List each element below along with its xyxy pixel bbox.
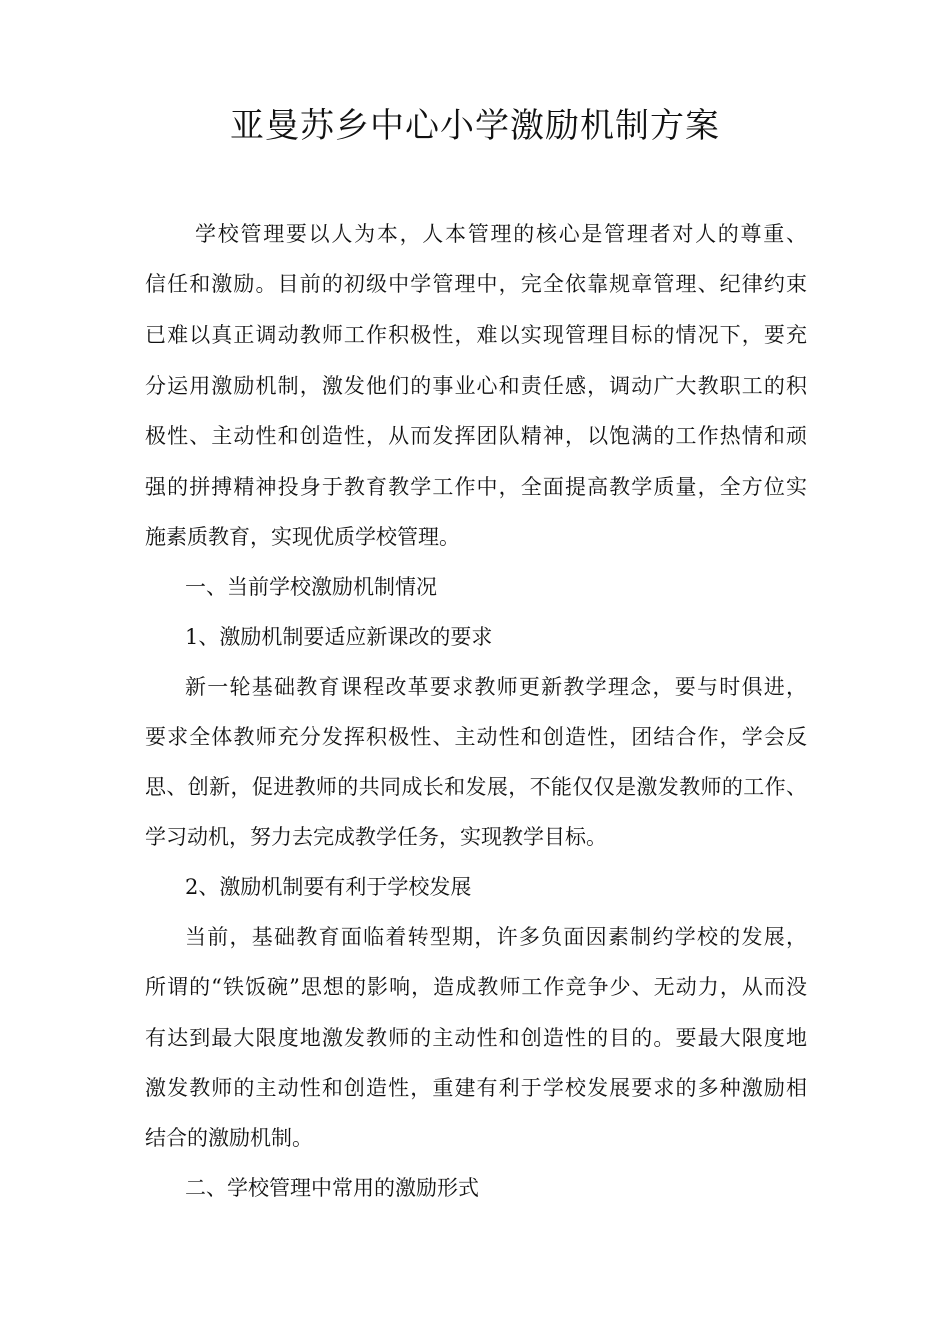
paragraph-line: 学习动机，努力去完成教学任务，实现教学目标。	[145, 825, 607, 849]
paragraph-line: 新一轮基础教育课程改革要求教师更新教学理念，要与时俱进，	[185, 675, 807, 699]
paragraph-line: 结合的激励机制。	[145, 1126, 313, 1150]
paragraph-line: 激发教师的主动性和创造性，重建有利于学校发展要求的多种激励相	[145, 1076, 807, 1100]
paragraph-line: 极性、主动性和创造性，从而发挥团队精神，以饱满的工作热情和顽	[145, 424, 807, 448]
document-title: 亚曼苏乡中心小学激励机制方案	[230, 106, 720, 146]
paragraph-line: 强的拼搏精神投身于教育教学工作中，全面提高教学质量，全方位实	[145, 475, 807, 499]
paragraph-line: 要求全体教师充分发挥积极性、主动性和创造性，团结合作，学会反	[145, 725, 807, 749]
paragraph-line: 分运用激励机制，激发他们的事业心和责任感，调动广大教职工的积	[145, 374, 807, 398]
section-heading: 一、当前学校激励机制情况	[185, 575, 437, 599]
paragraph-line: 学校管理要以人为本，人本管理的核心是管理者对人的尊重、	[195, 222, 807, 246]
paragraph-line: 所谓的“铁饭碗”思想的影响，造成教师工作竞争少、无动力，从而没	[145, 975, 807, 999]
paragraph-line: 施素质教育，实现优质学校管理。	[145, 525, 460, 549]
paragraph-line: 当前，基础教育面临着转型期，许多负面因素制约学校的发展，	[185, 925, 807, 949]
paragraph-line: 思、创新，促进教师的共同成长和发展，不能仅仅是激发教师的工作、	[145, 775, 807, 799]
section-heading: 二、学校管理中常用的激励形式	[185, 1176, 479, 1200]
subsection-heading: 2、激励机制要有利于学校发展	[185, 875, 472, 899]
subsection-heading: 1、激励机制要适应新课改的要求	[185, 625, 493, 649]
paragraph-line: 有达到最大限度地激发教师的主动性和创造性的目的。要最大限度地	[145, 1026, 807, 1050]
paragraph-line: 已难以真正调动教师工作积极性，难以实现管理目标的情况下，要充	[145, 323, 807, 347]
paragraph-line: 信任和激励。目前的初级中学管理中，完全依靠规章管理、纪律约束	[145, 272, 807, 296]
